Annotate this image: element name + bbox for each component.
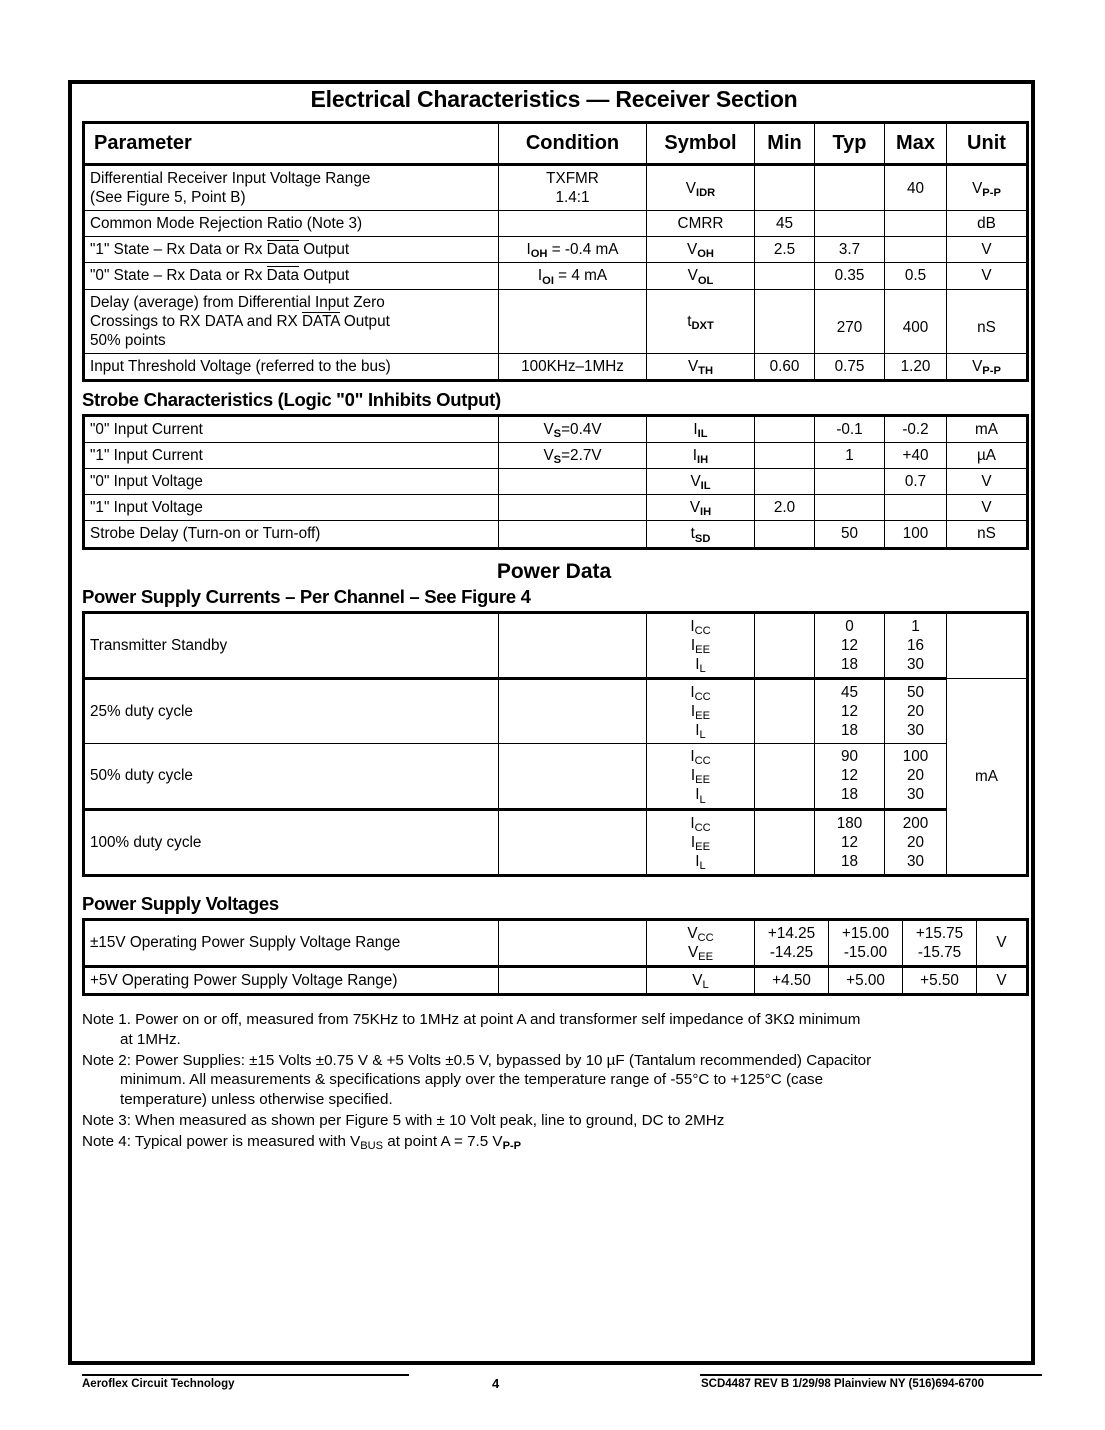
symbol-base: I <box>690 814 695 832</box>
max-value: 30 <box>906 655 924 673</box>
row-max: +40 <box>885 443 947 469</box>
row-min <box>755 415 815 442</box>
symbol-base: I <box>695 786 700 804</box>
power-supply-currents-title: Power Supply Currents – Per Channel – See Figure 4 <box>82 585 531 607</box>
row-symbol <box>647 353 755 380</box>
table-row <box>84 353 1028 380</box>
symbol-line <box>652 702 749 721</box>
symbol-sub: EE <box>695 710 711 723</box>
unit-base: V <box>972 357 983 375</box>
row-parameter: ±15V Operating Power Supply Voltage Range <box>84 919 499 966</box>
table-row <box>84 165 1028 211</box>
symbol-sub: L <box>702 979 709 992</box>
header-min: Min <box>755 123 815 165</box>
max-value: 20 <box>906 767 924 785</box>
row-condition <box>499 165 647 211</box>
row-typ: 3.7 <box>815 237 885 263</box>
header-symbol: Symbol <box>647 123 755 165</box>
row-typ <box>815 211 885 237</box>
typ-value: 45 <box>840 683 858 701</box>
row-max <box>885 612 947 678</box>
cond-post: =2.7V <box>561 447 602 465</box>
row-typ: 50 <box>815 521 885 548</box>
max-value: 100 <box>902 748 929 766</box>
table-row <box>84 809 1028 875</box>
row-typ: 270 <box>815 289 885 353</box>
row-condition: 100KHz–1MHz <box>499 353 647 380</box>
param-line <box>90 312 493 331</box>
param-overline: Data <box>266 267 299 285</box>
row-typ <box>815 612 885 678</box>
row-unit: mA <box>947 678 1028 875</box>
cond-post: = 4 mA <box>553 267 608 285</box>
row-symbol <box>647 744 755 809</box>
row-condition <box>499 612 647 678</box>
header-parameter: Parameter <box>84 123 499 165</box>
receiver-characteristics-table <box>82 121 1029 382</box>
max-value: +15.75 <box>915 924 964 942</box>
header-unit: Unit <box>947 123 1028 165</box>
table-row <box>84 495 1028 521</box>
header-typ: Typ <box>815 123 885 165</box>
unit-sub: P-P <box>982 365 1001 377</box>
typ-value: 12 <box>840 833 858 851</box>
row-max <box>885 495 947 521</box>
row-unit-blank <box>947 612 1028 678</box>
symbol-sub: CC <box>694 821 711 834</box>
row-condition <box>499 744 647 809</box>
symbol-sub: IH <box>700 506 712 519</box>
row-condition <box>499 495 647 521</box>
row-condition <box>499 521 647 548</box>
row-max: 0.7 <box>885 469 947 495</box>
row-typ <box>815 469 885 495</box>
row-symbol <box>647 521 755 548</box>
symbol-sub: IL <box>700 480 711 493</box>
symbol-line <box>652 721 749 740</box>
row-parameter: Strobe Delay (Turn-on or Turn-off) <box>84 521 499 548</box>
symbol-line <box>652 833 749 852</box>
row-parameter: +5V Operating Power Supply Voltage Range) <box>84 967 499 995</box>
row-typ <box>815 809 885 875</box>
max-value: 200 <box>902 814 929 832</box>
table-row <box>84 744 1028 809</box>
symbol-sub: CC <box>694 624 711 637</box>
symbol-line <box>652 747 749 766</box>
cond-sub: OI <box>542 274 554 287</box>
table-row <box>84 289 1028 353</box>
row-parameter: "0" Input Current <box>84 415 499 442</box>
symbol-line <box>652 852 749 871</box>
row-parameter: Common Mode Rejection Ratio (Note 3) <box>84 211 499 237</box>
max-value: 1 <box>911 617 920 635</box>
row-min <box>755 165 815 211</box>
row-max: 0.5 <box>885 263 947 289</box>
row-min <box>755 289 815 353</box>
max-value: 20 <box>906 702 924 720</box>
param-overline: DATA <box>301 312 340 330</box>
row-unit: mA <box>947 415 1028 442</box>
row-min <box>755 919 829 966</box>
symbol-base: t <box>690 525 695 543</box>
row-typ <box>829 919 903 966</box>
symbol-base: I <box>692 447 698 465</box>
cond-post: =0.4V <box>561 420 602 438</box>
symbol-sub: EE <box>698 951 714 964</box>
symbol-line <box>652 785 749 804</box>
symbol-sub: L <box>699 859 706 872</box>
symbol-sub: DXT <box>691 319 714 332</box>
row-condition <box>499 415 647 442</box>
row-parameter <box>84 165 499 211</box>
symbol-base: I <box>695 655 700 673</box>
typ-value: 90 <box>840 748 858 766</box>
row-symbol <box>647 612 755 678</box>
note-4-sub: BUS <box>360 1139 384 1152</box>
note-1-line1: Note 1. Power on or off, measured from 75KHz to 1MHz at point A and transformer self impedance of 3KΩ minimum <box>82 1011 861 1029</box>
symbol-sub: CC <box>697 931 714 944</box>
row-symbol <box>647 495 755 521</box>
symbol-base: V <box>687 943 699 961</box>
note-2-line2: minimum. All measurements & specifications apply over the temperature range of -55°C to +125°C (case <box>120 1071 824 1089</box>
param-line: (See Figure 5, Point B) <box>90 189 246 207</box>
row-min <box>755 744 815 809</box>
symbol-sub: CC <box>694 755 711 768</box>
param-post: Output <box>298 241 350 259</box>
row-max: 1.20 <box>885 353 947 380</box>
typ-value: 12 <box>840 636 858 654</box>
row-typ <box>815 495 885 521</box>
power-supply-voltages-title: Power Supply Voltages <box>82 892 279 914</box>
row-min: 2.5 <box>755 237 815 263</box>
strobe-characteristics-table <box>82 414 1029 550</box>
table-row <box>84 263 1028 289</box>
max-value: 30 <box>906 852 924 870</box>
symbol-sub: L <box>699 793 706 806</box>
row-condition <box>499 919 647 966</box>
cond-sub: S <box>553 454 562 467</box>
symbol-sub: IDR <box>695 186 716 199</box>
header-max: Max <box>885 123 947 165</box>
row-condition <box>499 469 647 495</box>
symbol-base: V <box>687 267 698 285</box>
row-min <box>755 809 815 875</box>
symbol-base: t <box>687 312 692 330</box>
symbol-line <box>652 924 749 943</box>
row-parameter: 100% duty cycle <box>84 809 499 875</box>
row-max <box>885 237 947 263</box>
min-value: -14.25 <box>769 943 814 961</box>
typ-value: 18 <box>840 852 858 870</box>
footer-document-id: SCD4487 REV B 1/29/98 Plainview NY (516)694-6700 <box>701 1378 984 1390</box>
param-post: Output <box>298 267 350 285</box>
symbol-base: I <box>690 636 696 654</box>
param-pre: Crossings to RX DATA and RX <box>90 312 302 330</box>
symbol-base: V <box>687 357 699 375</box>
row-symbol <box>647 165 755 211</box>
row-unit: V <box>977 919 1028 966</box>
row-parameter: "1" Input Current <box>84 443 499 469</box>
row-min: 45 <box>755 211 815 237</box>
symbol-line <box>652 636 749 655</box>
footer-company: Aeroflex Circuit Technology <box>82 1378 235 1390</box>
power-supply-voltages-table <box>82 918 1029 996</box>
typ-value: -15.00 <box>843 943 888 961</box>
table-row <box>84 469 1028 495</box>
row-condition <box>499 967 647 995</box>
row-unit <box>947 165 1028 211</box>
max-value: 20 <box>906 833 924 851</box>
row-symbol <box>647 443 755 469</box>
symbol-base: V <box>689 499 701 517</box>
cond-base: I <box>537 267 543 285</box>
row-condition <box>499 678 647 743</box>
table-row <box>84 237 1028 263</box>
row-max: -0.2 <box>885 415 947 442</box>
row-max <box>903 919 977 966</box>
cond-sub: S <box>553 428 562 441</box>
row-typ: 1 <box>815 443 885 469</box>
footer-page-number: 4 <box>492 1376 500 1391</box>
strobe-section-title: Strobe Characteristics (Logic "0" Inhibits Output) <box>82 388 501 410</box>
row-max: +5.50 <box>903 967 977 995</box>
table-row <box>84 415 1028 442</box>
symbol-sub: CC <box>694 690 711 703</box>
row-parameter: 50% duty cycle <box>84 744 499 809</box>
row-unit: V <box>947 495 1028 521</box>
cond-base: I <box>526 241 531 259</box>
note-4-pre: Note 4: Typical power is measured with V <box>82 1132 361 1150</box>
row-condition <box>499 289 647 353</box>
row-max <box>885 744 947 809</box>
row-max <box>885 809 947 875</box>
max-value: 16 <box>906 636 924 654</box>
row-min: +4.50 <box>755 967 829 995</box>
row-typ <box>815 678 885 743</box>
table-row <box>84 678 1028 743</box>
row-symbol <box>647 919 755 966</box>
symbol-line <box>652 943 749 962</box>
note-4-mid: at point A = 7.5 V <box>383 1132 503 1150</box>
row-max: 400 <box>885 289 947 353</box>
row-symbol <box>647 967 755 995</box>
page-title: Electrical Characteristics — Receiver Section <box>310 86 798 112</box>
row-typ: 0.35 <box>815 263 885 289</box>
min-value: +14.25 <box>767 924 816 942</box>
symbol-sub: EE <box>695 643 711 656</box>
cond-sub: OH <box>530 248 548 261</box>
row-min <box>755 521 815 548</box>
symbol-base: I <box>690 748 695 766</box>
note-2 <box>82 1051 1026 1110</box>
typ-value: +15.00 <box>841 924 890 942</box>
symbol-base: I <box>695 852 700 870</box>
row-parameter <box>84 289 499 353</box>
max-value: 50 <box>906 683 924 701</box>
row-typ: -0.1 <box>815 415 885 442</box>
cond-post: = -0.4 mA <box>547 241 619 259</box>
row-unit <box>947 353 1028 380</box>
row-parameter <box>84 237 499 263</box>
typ-value: 18 <box>840 786 858 804</box>
symbol-base: I <box>690 702 696 720</box>
row-symbol <box>647 263 755 289</box>
table-row <box>84 919 1028 966</box>
cond-line: 1.4:1 <box>555 189 590 207</box>
note-3: Note 3: When measured as shown per Figure 5 with ± 10 Volt peak, line to ground, DC to 2MHz <box>82 1111 725 1129</box>
power-supply-currents-table <box>82 611 1029 877</box>
row-symbol <box>647 237 755 263</box>
row-parameter: Transmitter Standby <box>84 612 499 678</box>
note-2-line1: Note 2: Power Supplies: ±15 Volts ±0.75 V & +5 Volts ±0.5 V, bypassed by 10 µF (Tantalum recommended) Capacitor <box>82 1051 872 1069</box>
row-symbol <box>647 415 755 442</box>
max-value: 30 <box>906 722 924 740</box>
typ-value: 12 <box>840 767 858 785</box>
symbol-base: V <box>685 179 696 197</box>
symbol-sub: TH <box>698 365 714 377</box>
row-max: 100 <box>885 521 947 548</box>
row-parameter: "1" Input Voltage <box>84 495 499 521</box>
row-parameter: Input Threshold Voltage (referred to the bus) <box>84 353 499 380</box>
unit-base: V <box>972 179 983 197</box>
symbol-line <box>652 617 749 636</box>
typ-value: 12 <box>840 702 858 720</box>
cond-base: V <box>543 447 554 465</box>
power-data-title: Power Data <box>496 559 612 583</box>
symbol-base: V <box>692 972 703 990</box>
row-max <box>885 211 947 237</box>
symbol-sub: IL <box>697 428 708 441</box>
row-symbol <box>647 809 755 875</box>
row-parameter <box>84 263 499 289</box>
typ-value: 18 <box>840 722 858 740</box>
symbol-base: V <box>687 924 698 942</box>
note-4 <box>82 1132 1026 1152</box>
row-condition <box>499 237 647 263</box>
symbol-line <box>652 683 749 702</box>
footer-rule-right <box>700 1374 1042 1376</box>
typ-value: 0 <box>845 617 854 635</box>
header-condition: Condition <box>499 123 647 165</box>
row-min: 2.0 <box>755 495 815 521</box>
symbol-sub: IH <box>697 454 709 467</box>
row-min <box>755 263 815 289</box>
row-unit: V <box>947 469 1028 495</box>
symbol-sub: EE <box>695 774 711 787</box>
symbol-sub: L <box>699 662 706 675</box>
row-unit: V <box>947 263 1028 289</box>
row-condition <box>499 211 647 237</box>
table-row <box>84 211 1028 237</box>
row-min <box>755 678 815 743</box>
row-symbol <box>647 289 755 353</box>
typ-value: 18 <box>840 655 858 673</box>
row-typ <box>815 744 885 809</box>
param-post: Output <box>339 312 390 330</box>
symbol-base: I <box>693 420 698 438</box>
symbol-base: V <box>687 241 698 259</box>
row-unit: V <box>947 237 1028 263</box>
symbol-base: I <box>690 683 695 701</box>
row-parameter: 25% duty cycle <box>84 678 499 743</box>
cond-base: V <box>543 420 554 438</box>
row-symbol <box>647 469 755 495</box>
symbol-line <box>652 655 749 674</box>
param-overline: Data <box>266 241 299 259</box>
param-line: Delay (average) from Differential Input Zero <box>90 293 385 311</box>
symbol-base: I <box>690 833 696 851</box>
note-2-line3: temperature) unless otherwise specified. <box>120 1091 393 1109</box>
symbol-base: I <box>695 722 700 740</box>
row-min <box>755 443 815 469</box>
row-symbol <box>647 678 755 743</box>
row-unit: V <box>977 967 1028 995</box>
symbol-base: I <box>690 617 695 635</box>
symbol-sub: OL <box>697 274 714 287</box>
row-min <box>755 469 815 495</box>
row-max: 40 <box>885 165 947 211</box>
max-value: 30 <box>906 786 924 804</box>
row-typ: 0.75 <box>815 353 885 380</box>
row-unit: µA <box>947 443 1028 469</box>
cond-line: TXFMR <box>546 170 599 187</box>
table-row <box>84 967 1028 995</box>
param-pre: "0" State – Rx Data or Rx <box>90 267 267 285</box>
row-condition <box>499 809 647 875</box>
table-row <box>84 521 1028 548</box>
row-condition <box>499 443 647 469</box>
symbol-sub: EE <box>695 840 711 853</box>
symbol-base: CMRR <box>677 215 724 233</box>
row-condition <box>499 263 647 289</box>
row-max <box>885 678 947 743</box>
param-pre: "1" State – Rx Data or Rx <box>90 241 267 259</box>
symbol-sub: OH <box>697 248 714 261</box>
symbol-line <box>652 766 749 785</box>
note-1-line2: at 1MHz. <box>120 1030 181 1048</box>
table-row <box>84 443 1028 469</box>
page-content <box>82 86 1026 1152</box>
table-header-row <box>84 123 1028 165</box>
typ-value: 180 <box>836 814 863 832</box>
row-parameter: "0" Input Voltage <box>84 469 499 495</box>
param-line: Differential Receiver Input Voltage Range <box>90 170 371 187</box>
max-value: -15.75 <box>917 943 962 961</box>
row-unit: dB <box>947 211 1028 237</box>
symbol-sub: SD <box>694 532 711 545</box>
row-min: 0.60 <box>755 353 815 380</box>
unit-sub: P-P <box>982 186 1001 199</box>
notes-block <box>82 1010 1026 1151</box>
row-typ: +5.00 <box>829 967 903 995</box>
symbol-base: I <box>690 767 696 785</box>
note-4-sub2: P-P <box>502 1139 522 1152</box>
param-line: 50% points <box>90 331 166 349</box>
row-unit: nS <box>947 289 1028 353</box>
row-typ <box>815 165 885 211</box>
symbol-sub: L <box>699 729 706 742</box>
table-row <box>84 612 1028 678</box>
symbol-line <box>652 814 749 833</box>
row-symbol <box>647 211 755 237</box>
symbol-base: V <box>690 473 701 491</box>
row-min <box>755 612 815 678</box>
note-1 <box>82 1010 1026 1050</box>
row-unit: nS <box>947 521 1028 548</box>
footer-rule-left <box>82 1374 409 1376</box>
